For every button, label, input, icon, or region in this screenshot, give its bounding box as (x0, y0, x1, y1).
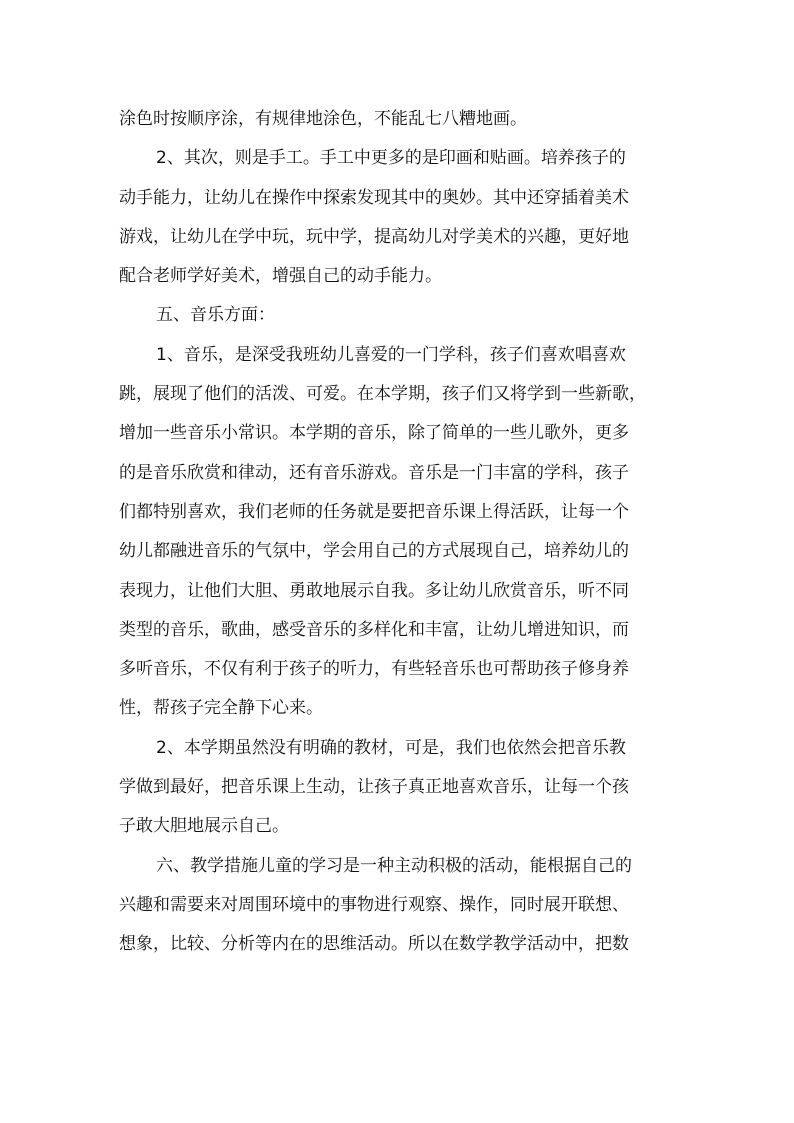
section-heading: 六、教学措施儿童的学习是一种主动积极的活动，能根据自己的 (156, 855, 632, 876)
text-line: 子敢大胆地展示自己。 (119, 816, 289, 837)
text-line: 学做到最好，把音乐课上生动，让孩子真正地喜欢音乐，让每一个孩 (119, 777, 629, 798)
section-heading: 五、音乐方面： (156, 305, 275, 326)
paragraph-first-line: 2、其次，则是手工。手工中更多的是印画和贴画。培养孩子的 (156, 148, 626, 169)
paragraph-first-line: 2、本学期虽然没有明确的教材，可是，我们也依然会把音乐教 (156, 737, 626, 758)
text-line: 类型的音乐，歌曲，感受音乐的多样化和丰富，让幼儿增进知识，而 (119, 619, 629, 640)
text-line: 增加一些音乐小常识。本学期的音乐，除了简单的一些儿歌外，更多 (119, 423, 629, 444)
text-line: 游戏，让幼儿在学中玩，玩中学，提高幼儿对学美术的兴趣，更好地 (119, 226, 629, 247)
text-line: 们都特别喜欢，我们老师的任务就是要把音乐课上得活跃，让每一个 (119, 501, 629, 522)
text-line: 配合老师学好美术，增强自己的动手能力。 (119, 266, 442, 287)
text-line: 涂色时按顺序涂，有规律地涂色，不能乱七八糟地画。 (119, 109, 527, 129)
text-line: 多听音乐，不仅有利于孩子的听力，有些轻音乐也可帮助孩子修身养 (119, 659, 629, 680)
text-line: 动手能力，让幼儿在操作中探索发现其中的奥妙。其中还穿插着美术 (119, 187, 629, 208)
text-line: 兴趣和需要来对周围环境中的事物进行观察、操作，同时展开联想、 (119, 894, 629, 915)
text-line: 表现力，让他们大胆、勇敢地展示自我。多让幼儿欣赏音乐，听不同 (119, 580, 629, 601)
text-line: 性，帮孩子完全静下心来。 (119, 698, 323, 719)
text-line: 跳，展现了他们的活泼、可爱。在本学期，孩子们又将学到一些新歌， (119, 384, 646, 405)
text-line: 幼儿都融进音乐的气氛中，学会用自己的方式展现自己，培养幼儿的 (119, 541, 629, 562)
text-line: 想象，比较、分析等内在的思维活动。所以在数学教学活动中，把数 (119, 934, 629, 955)
document-body (119, 100, 689, 965)
text-line: 的是音乐欣赏和律动，还有音乐游戏。音乐是一门丰富的学科，孩子 (119, 462, 629, 483)
paragraph-first-line: 1、音乐，是深受我班幼儿喜爱的一门学科，孩子们喜欢唱喜欢 (156, 344, 626, 365)
